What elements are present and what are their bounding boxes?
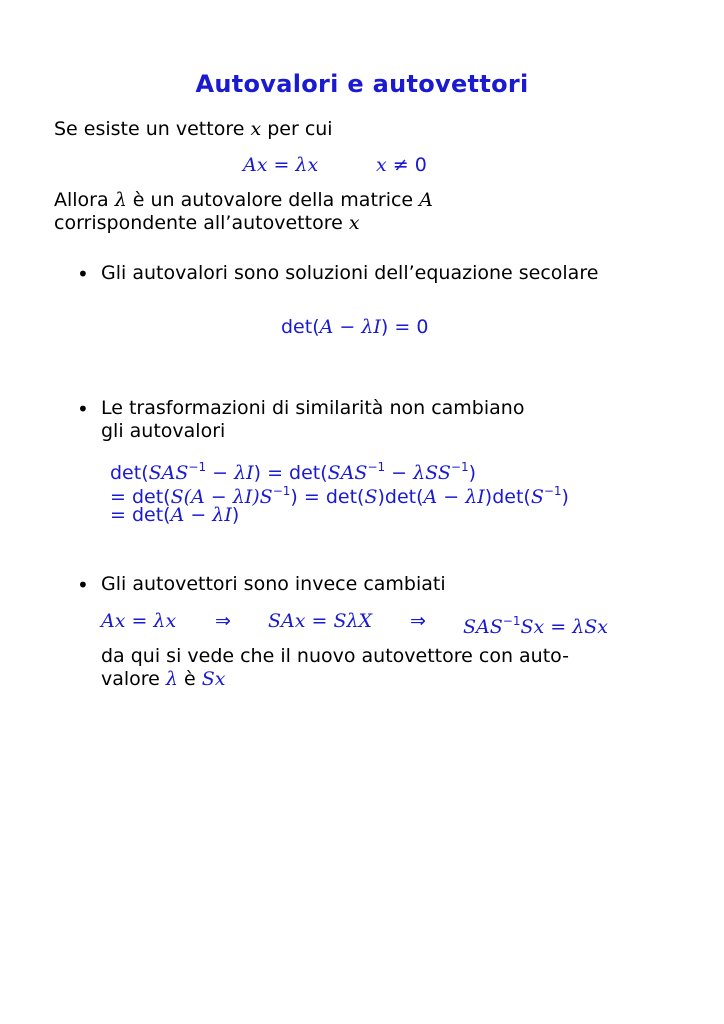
det-text: = det(: [110, 486, 171, 508]
superscript: −1: [502, 614, 521, 628]
bullet1-text: Gli autovalori sono soluzioni dell’equazione secolare: [101, 262, 599, 284]
math-term: − λSS: [385, 462, 451, 484]
math-term: S: [530, 486, 544, 508]
paren: ): [231, 504, 240, 526]
superscript: −1: [188, 460, 207, 474]
eigen-equation: [243, 153, 318, 177]
var-sx: Sx: [201, 668, 226, 690]
equation-body: A − λI: [319, 316, 381, 338]
det-text: det(: [110, 462, 149, 484]
equation-end: ) = 0: [380, 316, 429, 338]
var-x: x: [348, 212, 360, 234]
math-term: SAS: [327, 462, 368, 484]
superscript: −1: [367, 460, 386, 474]
bullet3-text: Gli autovettori sono invece cambiati: [101, 573, 446, 595]
eigenvector-chain-3: [463, 609, 608, 639]
intro-text-end: per cui: [261, 118, 333, 140]
eigenvector-chain-2: [268, 609, 372, 633]
math-term: S(A − λI)S: [170, 486, 273, 508]
intro-line-3: [54, 211, 360, 235]
intro-text: Se esiste un vettore: [54, 118, 251, 140]
bullet3-follow-2: [101, 667, 225, 691]
bullet-point: •: [77, 262, 89, 286]
var-x: x: [376, 154, 387, 176]
math-term: A − λI: [170, 504, 232, 526]
characteristic-equation: [281, 315, 428, 339]
intro-text: Allora: [54, 189, 115, 211]
math-term: SAS: [463, 616, 503, 638]
det-text: )det(: [484, 486, 531, 508]
implies-icon: ⇒: [215, 610, 231, 632]
det-text: = det(: [110, 504, 171, 526]
superscript: −1: [450, 460, 469, 474]
text: valore: [101, 668, 166, 690]
nonzero-text: ≠ 0: [386, 154, 427, 176]
det-text: det(: [281, 316, 320, 338]
math-term: − λI: [206, 462, 254, 484]
intro-line-1: [54, 117, 333, 141]
det-text: )det(: [377, 486, 424, 508]
var-x: x: [250, 118, 262, 140]
math-term: SAS: [148, 462, 189, 484]
math-term: SAx = SλX: [268, 610, 373, 632]
math-term: Sx = λSx: [520, 616, 608, 638]
text: è: [177, 668, 202, 690]
eigenvector-chain-1: [101, 609, 176, 633]
superscript: −1: [543, 484, 562, 498]
intro-line-2: [54, 188, 433, 212]
math-term: S: [364, 486, 378, 508]
nonzero-condition: [376, 153, 427, 177]
bullet2-text-2: gli autovalori: [101, 420, 226, 442]
bullet-point: •: [77, 397, 89, 421]
page-title: Autovalori e autovettori: [195, 70, 529, 98]
equation-ax-lambda-x: Ax = λx: [243, 154, 319, 176]
paren: ): [468, 462, 477, 484]
bullet-point: •: [77, 573, 89, 597]
intro-text: corrispondente all’autovettore: [54, 212, 349, 234]
det-text: ) = det(: [290, 486, 365, 508]
var-lambda: λ: [165, 668, 178, 690]
implies-icon: ⇒: [410, 610, 426, 632]
bullet3-follow-1: da qui si vede che il nuovo autovettore con auto-: [101, 645, 569, 667]
paren: ): [561, 486, 569, 508]
bullet2-text-1: Le trasformazioni di similarità non cambiano: [101, 397, 525, 419]
intro-text: è un autovalore della matrice: [126, 189, 420, 211]
var-lambda: λ: [114, 189, 127, 211]
superscript: −1: [272, 484, 291, 498]
math-term: Ax = λx: [101, 610, 177, 632]
implies-arrow-1: [215, 609, 231, 633]
var-a: A: [419, 189, 433, 211]
math-term: A − λI: [423, 486, 485, 508]
det-text: ) = det(: [253, 462, 328, 484]
implies-arrow-2: [410, 609, 426, 633]
similarity-equation-3: [110, 503, 239, 527]
